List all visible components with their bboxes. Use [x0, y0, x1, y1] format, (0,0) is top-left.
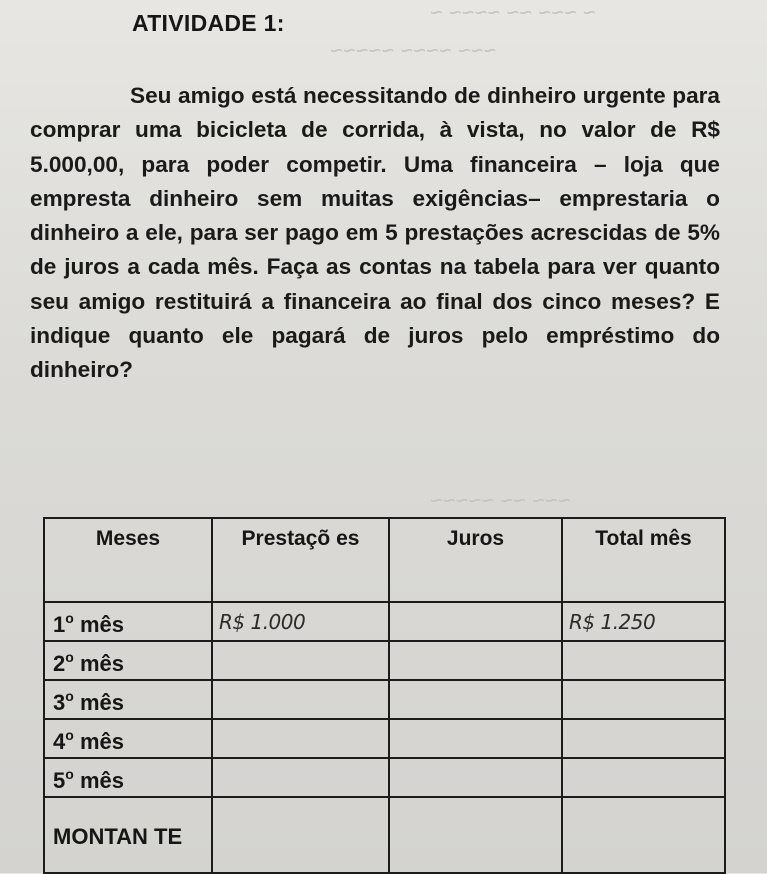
- header-meses: Meses: [44, 518, 212, 602]
- month-number: 5: [53, 768, 66, 793]
- table-header-row: [44, 518, 725, 602]
- month-number: 3: [53, 690, 66, 715]
- table-row: [44, 680, 725, 719]
- table-row: [44, 602, 725, 641]
- montante-prestacao-cell[interactable]: [212, 797, 389, 873]
- activity-heading: ATIVIDADE 1:: [132, 10, 285, 36]
- ordinal-mark: o: [65, 610, 74, 626]
- ordinal-mark: o: [65, 649, 74, 665]
- handwritten-value: R$ 1.250: [569, 609, 656, 634]
- header-prestacoes: Prestaçõ es: [212, 518, 389, 602]
- problem-statement: Seu amigo está necessitando de dinheiro urgente para comprar uma bicicleta de corrida, à vista, no valor de R$ 5.000,00, para poder competir. Uma financeira – loja que empresta dinheiro sem muitas exigências– emprestaria o dinheiro a ele, para ser pago em 5 prestações acrescidas de 5% de juros a cada mês. Faça as contas na tabela para ver quanto seu amigo restituirá a financeira ao final dos cinco meses? E indique quanto ele pagará de juros pelo empréstimo do dinheiro?: [30, 83, 720, 383]
- total-cell[interactable]: [562, 641, 725, 680]
- month-label: [44, 680, 212, 719]
- montante-total-cell[interactable]: [562, 797, 725, 873]
- header-juros: Juros: [389, 518, 562, 602]
- bleed-through-text: ~~~ ~~ ~~~~~: [430, 488, 571, 513]
- month-label: [44, 602, 212, 641]
- month-word: mês: [79, 690, 124, 715]
- ordinal-mark: o: [65, 727, 74, 743]
- prestacao-cell[interactable]: [212, 758, 389, 797]
- installments-table: [43, 517, 726, 874]
- month-number: 1: [53, 612, 66, 637]
- prestacao-cell[interactable]: [212, 602, 389, 641]
- total-cell[interactable]: [562, 758, 725, 797]
- handwritten-value: R$ 1.000: [219, 609, 306, 634]
- montante-juros-cell[interactable]: [389, 797, 562, 873]
- juros-cell[interactable]: [389, 641, 562, 680]
- month-label: [44, 758, 212, 797]
- table-row: [44, 641, 725, 680]
- table-row: [44, 719, 725, 758]
- table-total-row: [44, 797, 725, 873]
- montante-label: MONTAN TE: [44, 797, 212, 873]
- ordinal-mark: o: [65, 766, 74, 782]
- month-word: mês: [79, 729, 124, 754]
- total-cell[interactable]: [562, 719, 725, 758]
- month-label: [44, 641, 212, 680]
- total-cell[interactable]: [562, 602, 725, 641]
- ordinal-mark: o: [65, 688, 74, 704]
- juros-cell[interactable]: [389, 602, 562, 641]
- month-label: [44, 719, 212, 758]
- bleed-through-text: ~ ~~~ ~~ ~~~~ ~: [430, 0, 596, 25]
- header-total-mes: Total mês: [562, 518, 725, 602]
- prestacao-cell[interactable]: [212, 680, 389, 719]
- month-number: 4: [53, 729, 66, 754]
- juros-cell[interactable]: [389, 758, 562, 797]
- month-word: mês: [79, 612, 124, 637]
- month-word: mês: [79, 768, 124, 793]
- juros-cell[interactable]: [389, 680, 562, 719]
- month-word: mês: [79, 651, 124, 676]
- month-number: 2: [53, 651, 66, 676]
- total-cell[interactable]: [562, 680, 725, 719]
- prestacao-cell[interactable]: [212, 719, 389, 758]
- juros-cell[interactable]: [389, 719, 562, 758]
- prestacao-cell[interactable]: [212, 641, 389, 680]
- table-row: [44, 758, 725, 797]
- bleed-through-text: ~~~ ~~~~ ~~~~~: [330, 38, 497, 63]
